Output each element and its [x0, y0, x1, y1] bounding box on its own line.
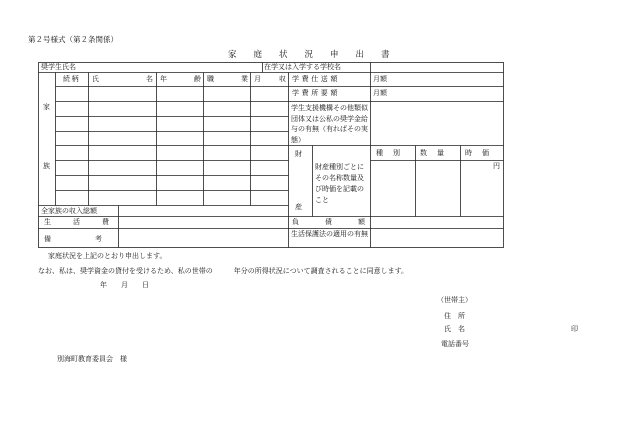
total-income-label: 全家族の収入総額: [41, 207, 97, 215]
seal-mark: 印: [571, 325, 578, 333]
support-unit: 月額: [373, 75, 387, 83]
col-name-right: 名: [146, 75, 153, 83]
cost-unit: 月額: [373, 89, 387, 97]
cost-label: 学費所要額: [292, 89, 340, 97]
applicant-head: （世帯主）: [437, 296, 472, 304]
declaration-date: 年 月 日: [100, 281, 149, 289]
addressee: 別海町教育委員会 様: [57, 355, 127, 363]
col-relation: 続柄: [63, 75, 81, 83]
price-unit: 円: [493, 162, 500, 170]
col-age-right: 齢: [194, 75, 201, 83]
student-name-label: 奨学生氏名: [41, 63, 76, 71]
family-label-top: 家: [43, 103, 50, 111]
col-price: 時価: [465, 149, 499, 157]
col-income-right: 収: [279, 75, 286, 83]
col-job-left: 職: [207, 75, 214, 83]
applicant-address: 住 所: [444, 312, 465, 320]
school-label: 在学又は入学する学校名: [264, 63, 341, 71]
col-type: 種別: [376, 149, 410, 157]
assets-label-bottom: 産: [295, 203, 302, 211]
form-number: 第２号様式（第２条関係）: [28, 35, 118, 44]
form-title: 家庭状況申出書: [228, 50, 407, 60]
notes-label: 備考: [44, 235, 146, 243]
living-cost-label: 生活費: [44, 218, 131, 226]
student-name-field[interactable]: [110, 64, 260, 72]
col-name-left: 氏: [92, 75, 99, 83]
assets-label-top: 財: [295, 150, 302, 158]
col-job-right: 業: [241, 75, 248, 83]
assets-desc: 財産種別ごとにその名称数量及び時価を記載のこと: [315, 163, 364, 204]
welfare-label: 生活保護法の適用の有無: [291, 230, 368, 238]
family-label-bottom: 族: [43, 162, 50, 170]
declaration-line1: 家庭状況を上記のとおり申出します。: [48, 252, 167, 260]
applicant-name: 氏 名: [444, 325, 465, 333]
col-income-left: 月: [254, 75, 261, 83]
scholarship-label: 学生支援機構その他類似団体又は公私の奨学金給与の有無（有ればその実態）: [291, 104, 368, 144]
col-age-left: 年: [160, 75, 167, 83]
school-field[interactable]: [372, 64, 502, 72]
debt-label: 負債額: [292, 218, 391, 226]
support-label: 学費仕送額: [292, 75, 340, 83]
applicant-phone: 電話番号: [441, 340, 469, 348]
declaration-line2: なお、私は、奨学資金の貸付を受けるため、私の世帯の 年分の所得状況について調査されることに同意します。: [38, 267, 409, 275]
col-qty: 数量: [420, 149, 454, 157]
